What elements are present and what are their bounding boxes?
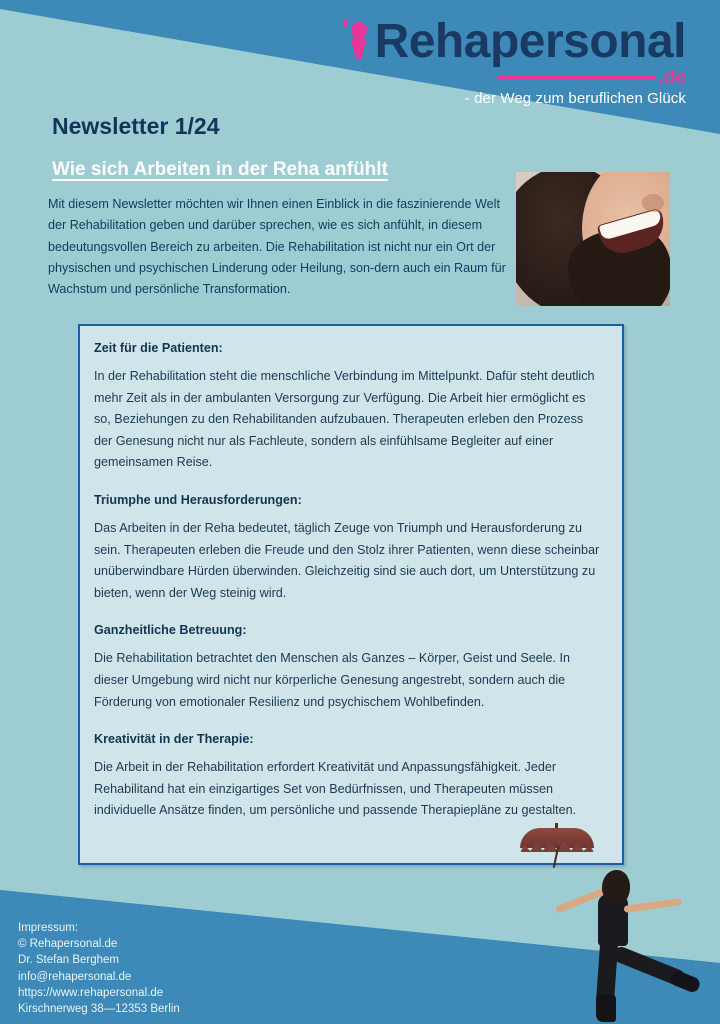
article-block-body: Das Arbeiten in der Reha bedeutet, täglich Zeuge von Triumph und Herausforderung zu sein. Therapeuten erleben die Freude und den Stolz ihrer Patienten, wenn diese scheinbar unüberwindbare Hürden überwinden. Gleichzeitig sind sie auch dort, um Unterstützung zu bieten, wenn der Weg steinig wird.: [94, 520, 600, 600]
article-block: [94, 492, 604, 604]
dancer-right-arm: [624, 898, 682, 913]
article-block: [94, 731, 604, 822]
impressum-address: Kirschnerweg 38—12353 Berlin: [18, 1003, 180, 1016]
article-block-heading: Kreativität in der Therapie:: [94, 732, 254, 747]
page-title: Newsletter 1/24: [52, 113, 220, 139]
brand-logo[interactable]: [341, 8, 686, 107]
dancer-figure: [540, 866, 710, 1016]
intro-paragraph: Mit diesem Newsletter möchten wir Ihnen einen Einblick in die faszinierende Welt der Rehabilitation geben und darüber sprechen, wie es sich anfühlt, in diesem bedeutungsvollen Bereich zu arbeiten. Die Rehabilitation ist nicht nur ein Ort der physischen und psychischen Linderung oder Heilung, son-dern auch ein Raum für Wachstum und persönliche Transformation.: [48, 197, 506, 297]
person-figure-icon: [341, 16, 379, 64]
impressum-line: Dr. Stefan Berghem: [18, 954, 119, 967]
article-content-box: [78, 324, 624, 865]
logo-tick-icon: [343, 18, 348, 28]
logo-pink-rule: [497, 75, 655, 79]
logo-wordmark: Rehapersonal: [374, 15, 686, 68]
dancer-left-boot: [596, 994, 616, 1022]
brand-tagline: - der Weg zum beruflichen Glück: [464, 90, 686, 107]
impressum-line: © Rehapersonal.de: [18, 938, 118, 951]
logo-wordmark-row: [341, 8, 686, 66]
section-title: Wie sich Arbeiten in der Reha anfühlt: [52, 159, 388, 180]
impressum-website-link[interactable]: https://www.rehapersonal.de: [18, 986, 164, 999]
logo-tld: .de: [658, 66, 686, 88]
article-block-body: Die Rehabilitation betrachtet den Menschen als Ganzes – Körper, Geist und Seele. In dieser Umgebung wird nicht nur körperliche Genesung angestrebt, sondern auch die Förderung von emotionaler Resilienz und psychischem Wohlbefinden.: [94, 651, 571, 709]
article-block-body: In der Rehabilitation steht die menschliche Verbindung im Mittelpunkt. Dafür steht deutlich mehr Zeit als in der ambulanten Versorgung zur Verfügung. Die Arbeit hier ermöglicht es so, Beziehungen zu den Rehabilitanden aufzubauen. Therapeuten erleben den Prozess der Genesung nicht nur als Fachleute, sondern als einfühlsame Begleiter auf einer gemeinsamen Reise.: [94, 369, 595, 470]
article-block: [94, 340, 604, 474]
impressum-block: [18, 920, 180, 1017]
article-block-heading: Ganzheitliche Betreuung:: [94, 623, 247, 638]
dancer-right-boot: [668, 969, 701, 994]
logo-tld-row: [341, 68, 686, 86]
article-block-heading: Zeit für die Patienten:: [94, 341, 223, 355]
dancing-woman-with-umbrella: [520, 820, 720, 1024]
article-block-heading: Triumphe und Herausforderungen:: [94, 492, 302, 507]
impressum-line: Impressum:: [18, 922, 79, 934]
logo-body-icon: [350, 36, 368, 60]
umbrella-icon: [520, 828, 594, 854]
article-block: [94, 622, 604, 713]
article-block-body: Die Arbeit in der Rehabilitation erfordert Kreativität und Anpassungsfähigkeit. Jeder Rehabilitand hat ein einzigartiges Set von Bedürfnissen, und Therapeuten müssen individuelle Ansätze finden, um persönliche und passende Therapiepläne zu gestalten.: [94, 760, 577, 818]
laughing-woman-photo: [516, 172, 670, 306]
photo-nose: [642, 194, 664, 212]
impressum-email[interactable]: info@rehapersonal.de: [18, 970, 132, 983]
logo-head-icon: [351, 22, 367, 38]
intro-paragraph-block: [48, 194, 518, 300]
dancer-hair: [602, 870, 630, 904]
